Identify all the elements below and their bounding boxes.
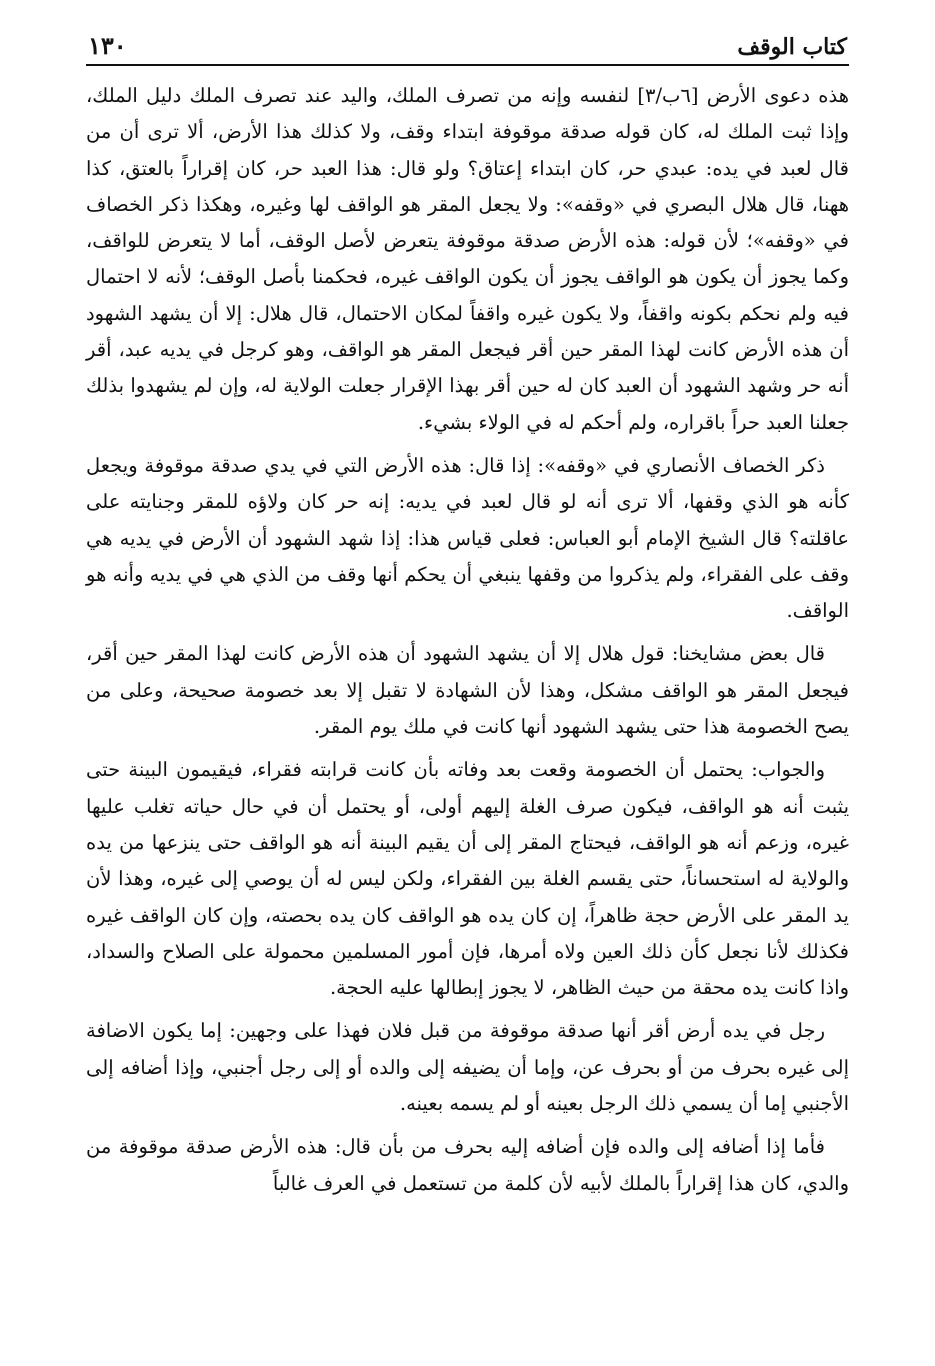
paragraph-3: قال بعض مشايخنا: قول هلال إلا أن يشهد الشهود أن هذه الأرض كانت لهذا المقر حين أقر، فيجعل المقر هو الواقف مشكل، وهذا لأن الشهادة لا تقبل إلا بعد خصومة صحيحة، وعلى من يصح الخصومة هذا حتى يشهد الشهود أنها كانت في ملك يوم المقر.: [86, 642, 849, 739]
body-text: [86, 78, 849, 1202]
running-header: [86, 26, 849, 66]
paragraph-6: فأما إذا أضافه إلى والده فإن أضافه إليه بحرف من بأن قال: هذه الأرض صدقة موقوفة من والدي، كان هذا إقراراً بالملك لأبيه لأن كلمة من تستعمل في العرف غالباً: [86, 1135, 849, 1195]
page-number: ١٣٠: [88, 31, 127, 60]
paragraph-4: والجواب: يحتمل أن الخصومة وقعت بعد وفاته بأن كانت قرابته فقراء، فيقيمون البينة حتى يثبت أنه هو الواقف، فيكون صرف الغلة إليهم أولى، أو يحتمل أن في حال حياته تغلب عليها غيره، وزعم أنه هو الواقف، فيحتاج المقر إلى أن يقيم البينة أنه هو الواقف حتى ينزعها من يده والولاية له استحساناً، حتى يقسم الغلة بين الفقراء، ولكن ليس له أن يوصي إلى غيره، وهذا لأن يد المقر على الأرض حجة ظاهراً، إن كان يده هو الواقف كان يده بحصته، وإن كان الواقف غيره فكذلك لأنا نجعل كأن ذلك العين ولاه أمرها، فإن أمور المسلمين محمولة على الصلاح والسداد، واذا كانت يده محقة من حيث الظاهر، لا يجوز إبطالها عليه الحجة.: [86, 758, 849, 1000]
paragraph-2: ذكر الخصاف الأنصاري في «وقفه»: إذا قال: هذه الأرض التي في يدي صدقة موقوفة ويجعل كأنه هو الذي وقفها، ألا ترى أنه لو قال لعبد في يديه: إنه حر كان ولاؤه للمقر وجنايته على عاقلته؟ قال الشيخ الإمام أبو العباس: فعلى قياس هذا: إذا شهد الشهود أن الأرض في يديه هي وقف على الفقراء، ولم يذكروا من وقفها ينبغي أن يحكم أنها وقف من الذي هي في يديه وأنه هو الواقف.: [86, 453, 849, 623]
paragraph-1: هذه دعوى الأرض [٦ب/٣] لنفسه وإنه من تصرف الملك، واليد عند تصرف الملك دليل الملك، وإذا ثبت الملك له، كان قوله صدقة موقوفة ابتداء وقف، ولا كذلك هذا الأرض، ألا ترى أن من قال لعبد في يده: عبدي حر، كان ابتداء إعتاق؟ ولو قال: هذا العبد حر، كان إقراراً بالعتق، كذا ههنا، قال هلال البصري في «وقفه»: ولا يجعل المقر هو الواقف لها وغيره، وهكذا ذكر الخصاف في «وقفه»؛ لأن قوله: هذه الأرض صدقة موقوفة يتعرض لأصل الوقف، أما لا يتعرض للواقف، وكما يجوز أن يكون هو الواقف يجوز أن يكون الواقف غيره، فحكمنا بأصل الوقف؛ لأنه لا احتمال فيه ولم نحكم بكونه واقفاً، ولا يكون غيره واقفاً لمكان الاحتمال، قال هلال: إلا أن يشهد الشهود أن هذه الأرض كانت لهذا المقر حين أقر فيجعل المقر هو الواقف، وهو كرجل في يديه عبد، أقر أنه حر وشهد الشهود أن العبد كان له حين أقر بهذا الإقرار جعلت الولاية له، وإن لم يشهدوا بذلك جعلنا العبد حراً باقراره، ولم أحكم له في الولاء بشيء.: [86, 84, 849, 434]
book-title: كتاب الوقف: [737, 34, 847, 60]
paragraph-5: رجل في يده أرض أقر أنها صدقة موقوفة من قبل فلان فهذا على وجهين: إما يكون الاضافة إلى غيره بحرف من أو بحرف عن، وإما أن يضيفه إلى والده أو إلى رجل أجنبي، وإذا أضافه إلى الأجنبي إما أن يسمي ذلك الرجل بعينه أو لم يسمه بعينه.: [86, 1019, 849, 1116]
